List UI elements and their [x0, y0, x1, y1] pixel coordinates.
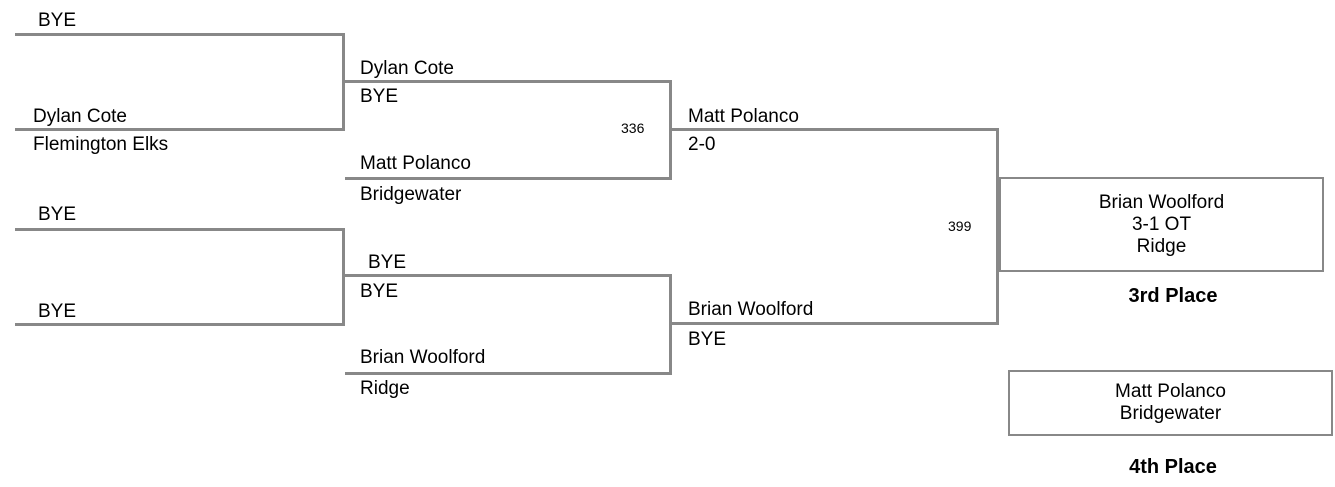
- r1-m2-bracket-connector: [342, 228, 345, 326]
- r2-m2-top-line: [345, 274, 672, 277]
- r2-m1-top-result: BYE: [360, 86, 399, 107]
- r1-m2-top-line: [15, 228, 345, 231]
- r1-m1-bottom-line: [15, 128, 345, 131]
- r2-m2-bottom-team: Ridge: [360, 378, 410, 399]
- r2-m1-bottom-team: Bridgewater: [360, 184, 462, 205]
- r3-bottom-wrestler: Brian Woolford: [688, 299, 814, 320]
- third-place-team: Ridge: [1136, 235, 1187, 257]
- r2-m1-bout-number: 336: [621, 120, 645, 136]
- r1-m1-bottom-team: Flemington Elks: [33, 134, 169, 155]
- third-place-wrestler: Brian Woolford: [1098, 191, 1225, 213]
- r1-m1-top-line: [15, 33, 345, 36]
- r3-bottom-line: [672, 322, 999, 325]
- r2-m2-bottom-wrestler: Brian Woolford: [360, 347, 486, 368]
- fourth-place-wrestler: Matt Polanco: [1115, 381, 1226, 402]
- third-place-result: 3-1 OT: [1131, 213, 1192, 235]
- r3-bottom-result: BYE: [688, 329, 727, 350]
- r1-m2-bottom-wrestler: BYE: [38, 301, 77, 322]
- r2-m1-bottom-wrestler: Matt Polanco: [360, 153, 471, 174]
- r3-top-line: [672, 128, 999, 131]
- r1-m2-top-wrestler: BYE: [38, 204, 77, 225]
- r1-m1-bottom-wrestler: Dylan Cote: [33, 106, 127, 127]
- r1-m1-top-wrestler: BYE: [38, 10, 77, 31]
- r2-m2-top-wrestler: BYE: [368, 252, 407, 273]
- r2-m2-top-result: BYE: [360, 281, 399, 302]
- r3-bout-number: 399: [948, 218, 972, 234]
- r2-m1-top-wrestler: Dylan Cote: [360, 58, 454, 79]
- r2-m1-bottom-line: [345, 177, 672, 180]
- fourth-place-box: [1008, 370, 1333, 436]
- r2-m2-bottom-line: [345, 372, 672, 375]
- fourth-place-team: Bridgewater: [1119, 403, 1222, 424]
- third-place-label: 3rd Place: [1128, 285, 1218, 307]
- r2-m1-top-line: [345, 80, 672, 83]
- r3-top-result: 2-0: [688, 134, 716, 155]
- fourth-place-label: 4th Place: [1129, 456, 1217, 478]
- r1-m2-bottom-line: [15, 323, 345, 326]
- r3-top-wrestler: Matt Polanco: [688, 106, 799, 127]
- third-place-box: [999, 177, 1324, 272]
